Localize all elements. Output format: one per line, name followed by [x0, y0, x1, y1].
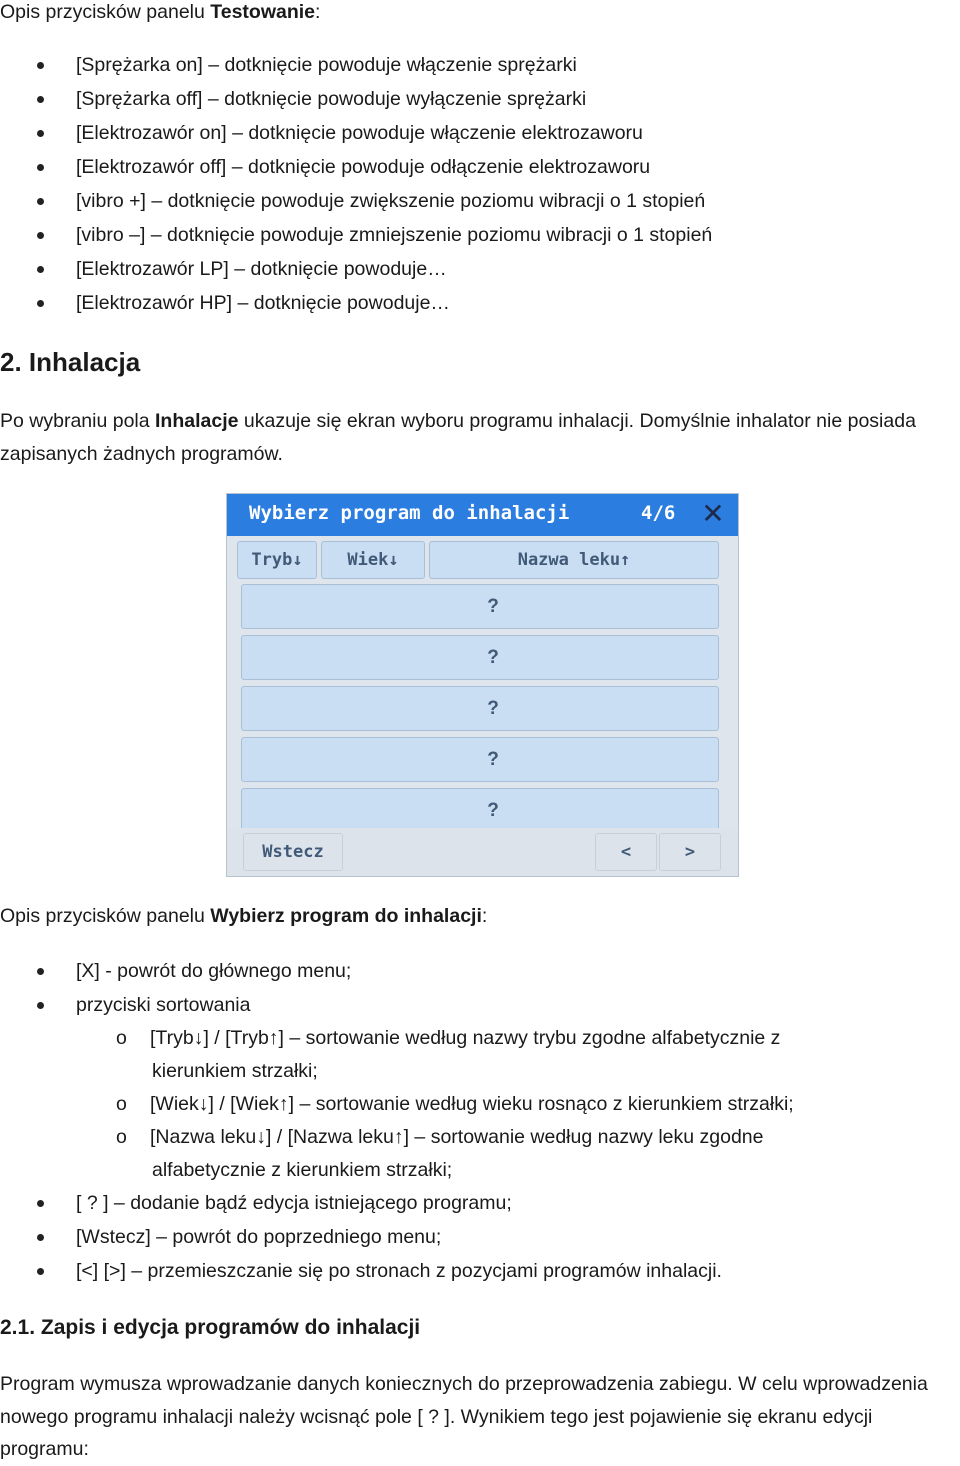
- list-item: [ ? ] – dodanie bądź edycja istniejącego programu;: [0, 1187, 960, 1221]
- program-select-screen: [226, 493, 739, 877]
- bullet-icon: [37, 1002, 44, 1009]
- bullet-icon: [37, 96, 44, 103]
- bullet-icon: [37, 1200, 44, 1207]
- bullet-icon: [37, 968, 44, 975]
- screen-title: Wybierz program do inhalacji: [249, 502, 570, 524]
- inhalacja-description: Po wybraniu pola Inhalacje ukazuje się ekran wyboru programu inhalacji. Domyślnie inhalator nie posiada zapisanych żadnych programów.: [0, 410, 916, 465]
- program-slot-button[interactable]: ?: [241, 584, 719, 629]
- sub-list-item: [Tryb↓] / [Tryb↑] – sortowanie według nazwy trybu zgodne alfabetycznie z kierunkiem strzałki;: [150, 1027, 781, 1082]
- sub-list-item: [Wiek↓] / [Wiek↑] – sortowanie według wieku rosnąco z kierunkiem strzałki;: [150, 1093, 794, 1115]
- sub-list-marker: o: [116, 1027, 127, 1049]
- list-item: przyciski sortowania: [0, 989, 960, 1023]
- section-heading-inhalacja: 2. Inhalacja: [0, 347, 141, 377]
- program-slot-button[interactable]: ?: [241, 737, 719, 782]
- section-heading-zapis: 2.1. Zapis i edycja programów do inhalacji: [0, 1316, 421, 1339]
- page-indicator: 4/6: [641, 502, 676, 524]
- list-item: [Sprężarka off] – dotknięcie powoduje wyłączenie sprężarki: [0, 83, 960, 117]
- program-slot-button[interactable]: ?: [241, 686, 719, 731]
- wybierz-buttons-list: [0, 955, 960, 1023]
- bullet-icon: [37, 266, 44, 273]
- next-page-button[interactable]: >: [659, 833, 721, 871]
- close-icon[interactable]: ✕: [701, 498, 725, 529]
- screen-title-bar: [227, 494, 738, 536]
- list-item: [vibro +] – dotknięcie powoduje zwiększenie poziomu wibracji o 1 stopień: [0, 185, 960, 219]
- program-slot-button[interactable]: ?: [241, 635, 719, 680]
- list-item: [X] - powrót do głównego menu;: [0, 955, 960, 989]
- sort-tryb-button[interactable]: Tryb↓: [237, 541, 317, 579]
- list-item: [Wstecz] – powrót do poprzedniego menu;: [0, 1221, 960, 1255]
- bullet-icon: [37, 198, 44, 205]
- list-item: [vibro –] – dotknięcie powoduje zmniejszenie poziomu wibracji o 1 stopień: [0, 219, 960, 253]
- testowanie-buttons-list: [0, 49, 960, 321]
- sub-list-marker: o: [116, 1093, 127, 1115]
- intro-wybierz-program: Opis przycisków panelu Wybierz program do inhalacji:: [0, 905, 488, 927]
- list-item: [Elektrozawór on] – dotknięcie powoduje włączenie elektrozaworu: [0, 117, 960, 151]
- zapis-description: Program wymusza wprowadzanie danych koniecznych do przeprowadzenia zabiegu. W celu wprowadzenia nowego programu inhalacji należy wcisnąć pole [ ? ]. Wynikiem tego jest pojawienie się ekranu edycji programu:: [0, 1373, 928, 1460]
- bullet-icon: [37, 1234, 44, 1241]
- bullet-icon: [37, 1268, 44, 1275]
- sort-nazwa-leku-button[interactable]: Nazwa leku↑: [429, 541, 719, 579]
- wybierz-buttons-list-rest: [0, 1187, 960, 1289]
- prev-page-button[interactable]: <: [595, 833, 657, 871]
- intro-testowanie: Opis przycisków panelu Testowanie:: [0, 1, 321, 23]
- sub-list-marker: o: [116, 1126, 127, 1148]
- bullet-icon: [37, 62, 44, 69]
- bullet-icon: [37, 164, 44, 171]
- list-item: [Elektrozawór HP] – dotknięcie powoduje…: [0, 287, 960, 321]
- bullet-icon: [37, 300, 44, 307]
- screen-bottom-bar: [227, 828, 738, 876]
- list-item: [Sprężarka on] – dotknięcie powoduje włączenie sprężarki: [0, 49, 960, 83]
- bullet-icon: [37, 232, 44, 239]
- list-item: [Elektrozawór LP] – dotknięcie powoduje…: [0, 253, 960, 287]
- program-slot-button[interactable]: ?: [241, 788, 719, 833]
- sort-wiek-button[interactable]: Wiek↓: [321, 541, 425, 579]
- bullet-icon: [37, 130, 44, 137]
- back-button[interactable]: Wstecz: [243, 833, 343, 871]
- list-item: [Elektrozawór off] – dotknięcie powoduje odłączenie elektrozaworu: [0, 151, 960, 185]
- list-item: [<] [>] – przemieszczanie się po stronach z pozycjami programów inhalacji.: [0, 1255, 960, 1289]
- sub-list-item: [Nazwa leku↓] / [Nazwa leku↑] – sortowanie według nazwy leku zgodne alfabetycznie z kierunkiem strzałki;: [150, 1126, 764, 1181]
